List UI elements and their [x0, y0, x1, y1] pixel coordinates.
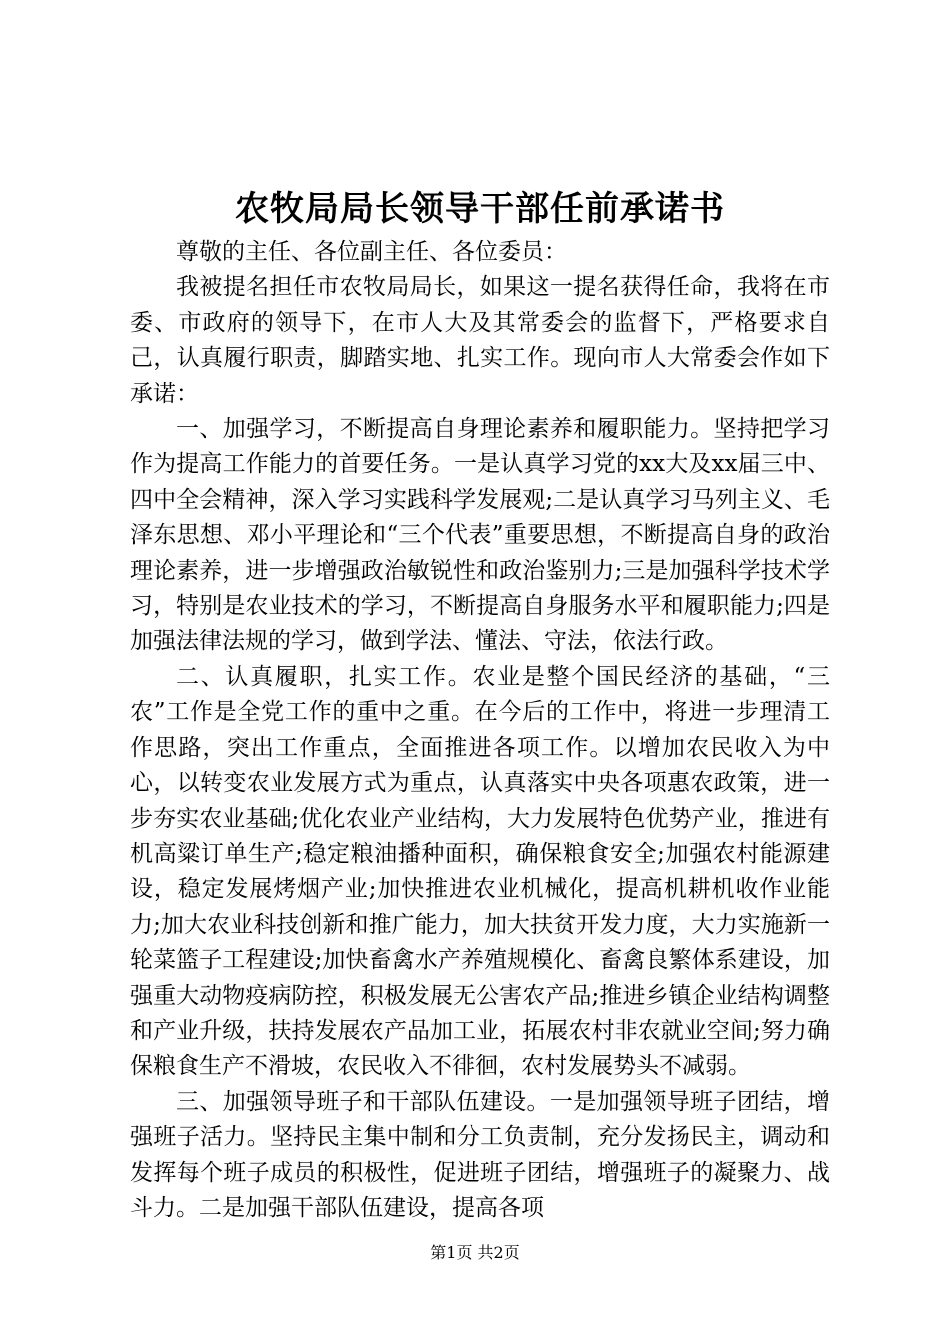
- commitment-one-paragraph: 一、加强学习，不断提高自身理论素养和履职能力。坚持把学习作为提高工作能力的首要任务。一是认真学习党的xx大及xx届三中、四中全会精神，深入学习实践科学发展观;二是认真学习马列主义、毛泽东思想、邓小平理论和“三个代表”重要思想，不断提高自身的政治理论素养，进一步增强政治敏锐性和政治鉴别力;三是加强科学技术学习，特别是农业技术的学习，不断提高自身服务水平和履职能力;四是加强法律法规的学习，做到学法、懂法、守法，依法行政。: [130, 416, 830, 655]
- document-title: 农牧局局长领导干部任前承诺书: [235, 189, 725, 229]
- document-body: [130, 235, 830, 1226]
- commitment-three-paragraph: 三、加强领导班子和干部队伍建设。一是加强领导班子团结，增强班子活力。坚持民主集中制和分工负责制，充分发扬民主，调动和发挥每个班子成员的积极性，促进班子团结，增强班子的凝聚力、战斗力。二是加强干部队伍建设，提高各项: [130, 1088, 830, 1221]
- commitment-two-paragraph: 二、认真履职，扎实工作。农业是整个国民经济的基础，“三农”工作是全党工作的重中之重。在今后的工作中，将进一步理清工作思路，突出工作重点，全面推进各项工作。以增加农民收入为中心，以转变农业发展方式为重点，认真落实中央各项惠农政策，进一步夯实农业基础;优化农业产业结构，大力发展特色优势产业，推进有机高粱订单生产;稳定粮油播种面积，确保粮食安全;加强农村能源建设，稳定发展烤烟产业;加快推进农业机械化，提高机耕机收作业能力;加大农业科技创新和推广能力，加大扶贫开发力度，大力实施新一轮菜篮子工程建设;加快畜禽水产养殖规模化、畜禽良繁体系建设，加强重大动物疫病防控，积极发展无公害农产品;推进乡镇企业结构调整和产业升级，扶持发展农产品加工业，拓展农村非农就业空间;努力确保粮食生产不滑坡，农民收入不徘徊，农村发展势头不减弱。: [130, 663, 830, 1080]
- page-number-footer: 第1页 共2页: [430, 1243, 520, 1262]
- intro-paragraph: 我被提名担任市农牧局局长，如果这一提名获得任命，我将在市委、市政府的领导下，在市人大及其常委会的监督下，严格要求自己，认真履行职责，脚踏实地、扎实工作。现向市人大常委会作如下承诺：: [130, 274, 830, 407]
- salutation-paragraph: 尊敬的主任、各位副主任、各位委员：: [176, 239, 567, 265]
